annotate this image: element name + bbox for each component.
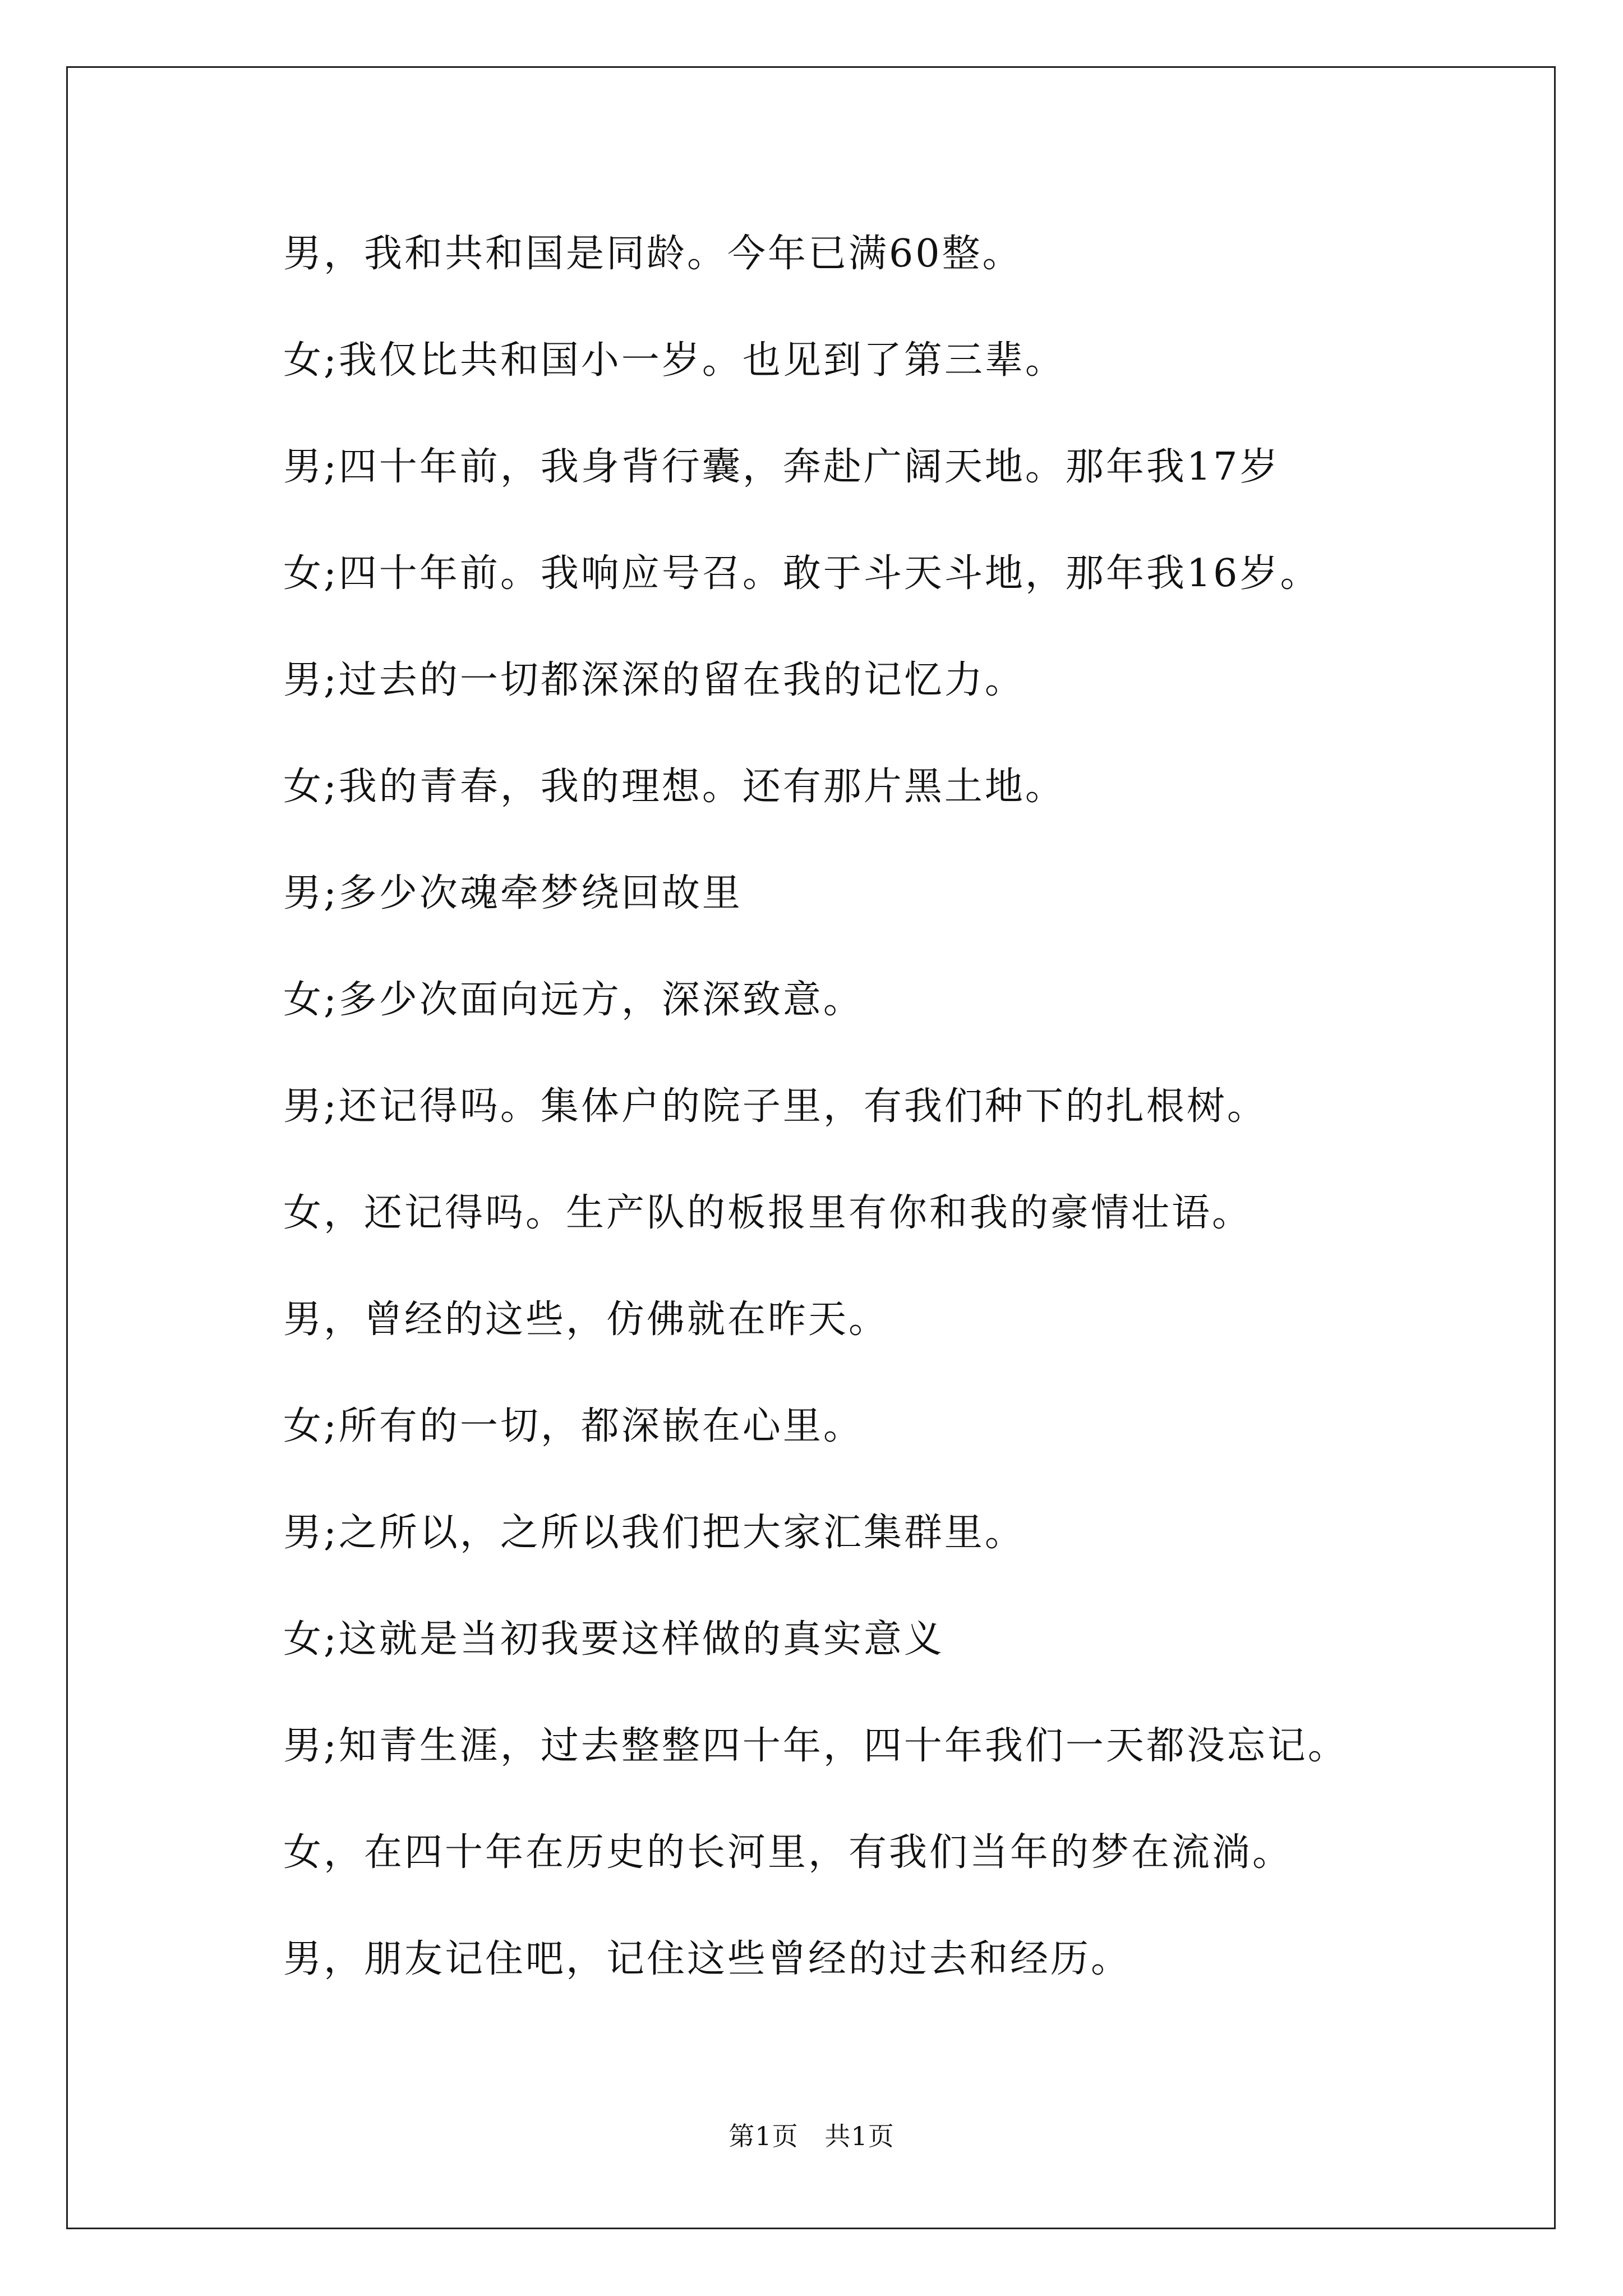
text-line: 女;我的青春，我的理想。还有那片黑土地。 (283, 765, 1066, 809)
text-line: 女;我仅比共和国小一岁。也见到了第三辈。 (283, 338, 1066, 383)
text-line: 男，朋友记住吧，记住这些曾经的过去和经历。 (283, 1937, 1132, 1981)
text-line: 男;知青生涯，过去整整四十年，四十年我们一天都没忘记。 (283, 1724, 1348, 1768)
text-line: 女;多少次面向远方，深深致意。 (283, 978, 864, 1022)
text-line: 女;四十年前。我响应号召。敢于斗天斗地，那年我16岁。 (283, 551, 1321, 596)
text-line: 女;这就是当初我要这样做的真实意义 (283, 1617, 944, 1662)
text-line: 男;四十年前，我身背行囊，奔赴广阔天地。那年我17岁 (283, 445, 1280, 489)
text-line: 女，在四十年在历史的长河里，有我们当年的梦在流淌。 (283, 1830, 1293, 1875)
text-line: 男;多少次魂牵梦绕回故里 (283, 871, 743, 915)
text-line: 男;还记得吗。集体户的院子里，有我们种下的扎根树。 (283, 1084, 1267, 1129)
document-body (283, 223, 1461, 2035)
text-line: 男，曾经的这些，仿佛就在昨天。 (283, 1297, 889, 1342)
page-number: 第1页 共1页 (728, 2121, 895, 2151)
text-line: 男，我和共和国是同龄。今年已满60整。 (283, 232, 1023, 276)
text-line: 女;所有的一切，都深嵌在心里。 (283, 1404, 864, 1448)
text-line: 女，还记得吗。生产队的板报里有你和我的豪情壮语。 (283, 1191, 1253, 1235)
text-line: 男;之所以，之所以我们把大家汇集群里。 (283, 1511, 1025, 1555)
text-line: 男;过去的一切都深深的留在我的记忆力。 (283, 658, 1025, 702)
